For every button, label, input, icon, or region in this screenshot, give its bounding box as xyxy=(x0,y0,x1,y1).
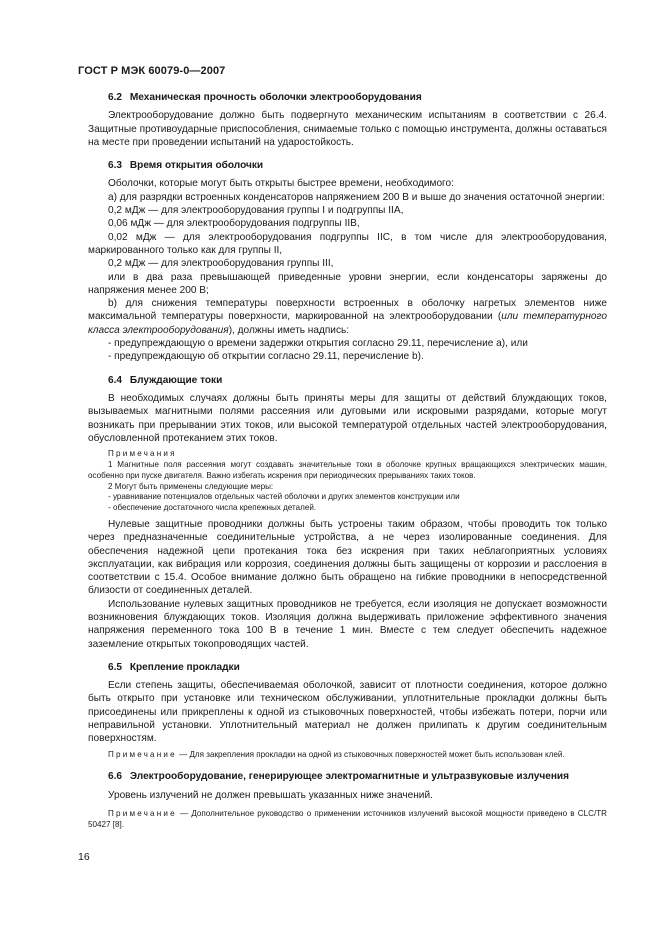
italic-text: или температурного класса электрооборудования xyxy=(88,311,607,336)
note-label: Примечание xyxy=(108,749,177,759)
section-title: Механическая прочность оболочки электрооборудования xyxy=(129,92,422,103)
note-label: Примечание xyxy=(108,809,177,819)
section-heading-6-2 xyxy=(88,91,607,104)
note-text: — Для закрепления прокладки на одной из стыковочных поверхностей может быть использован клей. xyxy=(176,749,565,759)
note-item: 2 Могут быть применены следующие меры: xyxy=(108,481,274,491)
section-title: Крепление прокладки xyxy=(129,661,240,673)
section-heading-6-4 xyxy=(88,374,607,387)
dash-item: - предупреждающую о времени задержки открытия согласно 29.11, перечисление а), или xyxy=(108,338,528,350)
paragraph: или в два раза превышающей приведенные уровни энергии, если конденсаторы заряжены до напряжения менее 200 В; xyxy=(88,271,607,296)
note-block xyxy=(88,750,607,761)
note-dash-item: - обеспечение достаточного числа крепежных деталей. xyxy=(108,503,317,513)
section-number: 6.5 xyxy=(108,661,123,673)
page-number: 16 xyxy=(78,851,90,863)
paragraph: Оболочки, которые могут быть открыты быстрее времени, необходимого: xyxy=(108,178,454,190)
dash-item: - предупреждающую об открытии согласно 29.11, перечисление b). xyxy=(108,351,424,363)
paragraph: В необходимых случаях должны быть приняты меры для защиты от действий блуждающих токов, вызываемых магнитными полями рассеяния или дуговыми или искровыми разрядами, которые могут возникать при прерывании этих токов, или высокой температурой отдельных частей электрооборудования, обусловленной протеканием этих токов. xyxy=(88,392,607,444)
note-item xyxy=(88,750,607,761)
notes-block xyxy=(88,449,607,514)
note-dash-item: - уравнивание потенциалов отдельных частей оболочки и других элементов конструкции или xyxy=(108,492,460,502)
paragraph: Электрооборудование должно быть подвергнуто механическим испытаниям в соответствии с 26.4. Защитные противоударные приспособления, снимаемые только с помощью инструмента, должны оставаться на месте при проведении испытаний на ударостойкость. xyxy=(88,110,607,148)
list-item: а) для разрядки встроенных конденсаторов напряжением 200 В и выше до значения остаточной энергии: xyxy=(108,191,605,203)
section-heading-6-5 xyxy=(88,661,607,674)
section-heading-6-3 xyxy=(88,159,607,172)
document-body xyxy=(88,91,607,835)
paragraph: Если степень защиты, обеспечиваемая оболочкой, зависит от плотности соединения, которое должно быть открыто при установке или техническом обслуживании, уплотнительные прокладки должны быть присоединены или прикреплены к одной из стыковочных поверхностей, чтобы избежать потери, порчи или неправильной установки. Уплотнительный материал не должен прилипать к другим соединительным поверхностям. xyxy=(88,680,607,745)
note-item xyxy=(88,809,607,831)
list-item: 0,02 мДж — для электрооборудования подгруппы IIC, в том числе для электрооборудования, маркированного только как для группы II, xyxy=(88,231,607,256)
section-number: 6.6 xyxy=(108,771,123,783)
paragraph: Уровень излучений не должен превышать указанных ниже значений. xyxy=(108,789,433,801)
section-title: Время открытия оболочки xyxy=(129,160,264,172)
section-number: 6.2 xyxy=(108,92,123,103)
note-block xyxy=(88,809,607,831)
section-title: Блуждающие токи xyxy=(129,374,223,386)
text-run: ), должны иметь надпись: xyxy=(228,324,350,336)
text-run: b) для снижения температуры поверхности встроенных в оболочку нагретых элементов ниже максимальной температуры поверхности, маркированной на электрооборудовании ( xyxy=(88,298,607,323)
paragraph: Использование нулевых защитных проводников не требуется, если изоляция не допускает возможности возникновения блуждающих токов. Изоляция должна выдерживать приложение эффективного значения напряжения переменного тока 100 В в течение 1 мин. Вместе с тем следует обеспечить надежное заземление открытых токопроводящих частей. xyxy=(88,598,607,650)
list-item: 0,2 мДж — для электрооборудования группы I и подгруппы IIA, xyxy=(108,205,404,217)
document-header: ГОСТ Р МЭК 60079-0—2007 xyxy=(78,65,226,77)
list-item xyxy=(88,297,607,337)
notes-label: Примечания xyxy=(108,449,177,459)
section-title: Электрооборудование, генерирующее электромагнитные и ультразвуковые излучения xyxy=(129,771,570,783)
note-item: 1 Магнитные поля рассеяния могут создавать значительные токи в оболочке крупных вращающихся электрических машин, особенно при пуске двигателя. Важно избегать искрения при периодических прерываниях таких токов. xyxy=(88,459,607,480)
section-heading-6-6 xyxy=(88,770,607,783)
section-number: 6.4 xyxy=(108,374,123,386)
paragraph: Нулевые защитные проводники должны быть устроены таким образом, чтобы проводить ток только через предназначенные соединительные устройства, а не через изолированные соединения. Для обеспечения надежной цепи протекания тока без искрения при таких неблагоприятных условиях эксплуатации, как вибрация или коррозия, соединения должны быть защищены от коррозии и расслоения в соответствии с 15.4. Особое внимание должно быть обращено на гибкие проводники в непосредственной близости от соединенных деталей. xyxy=(88,518,607,597)
list-item: 0,06 мДж — для электрооборудования подгруппы IIB, xyxy=(108,218,360,230)
list-item: 0,2 мДж — для электрооборудования группы III, xyxy=(108,258,334,270)
note-text: — Дополнительное руководство о применении источников излучений высокой мощности приведено в CLC/TR 50427 [8]. xyxy=(88,809,607,829)
section-number: 6.3 xyxy=(108,160,123,172)
